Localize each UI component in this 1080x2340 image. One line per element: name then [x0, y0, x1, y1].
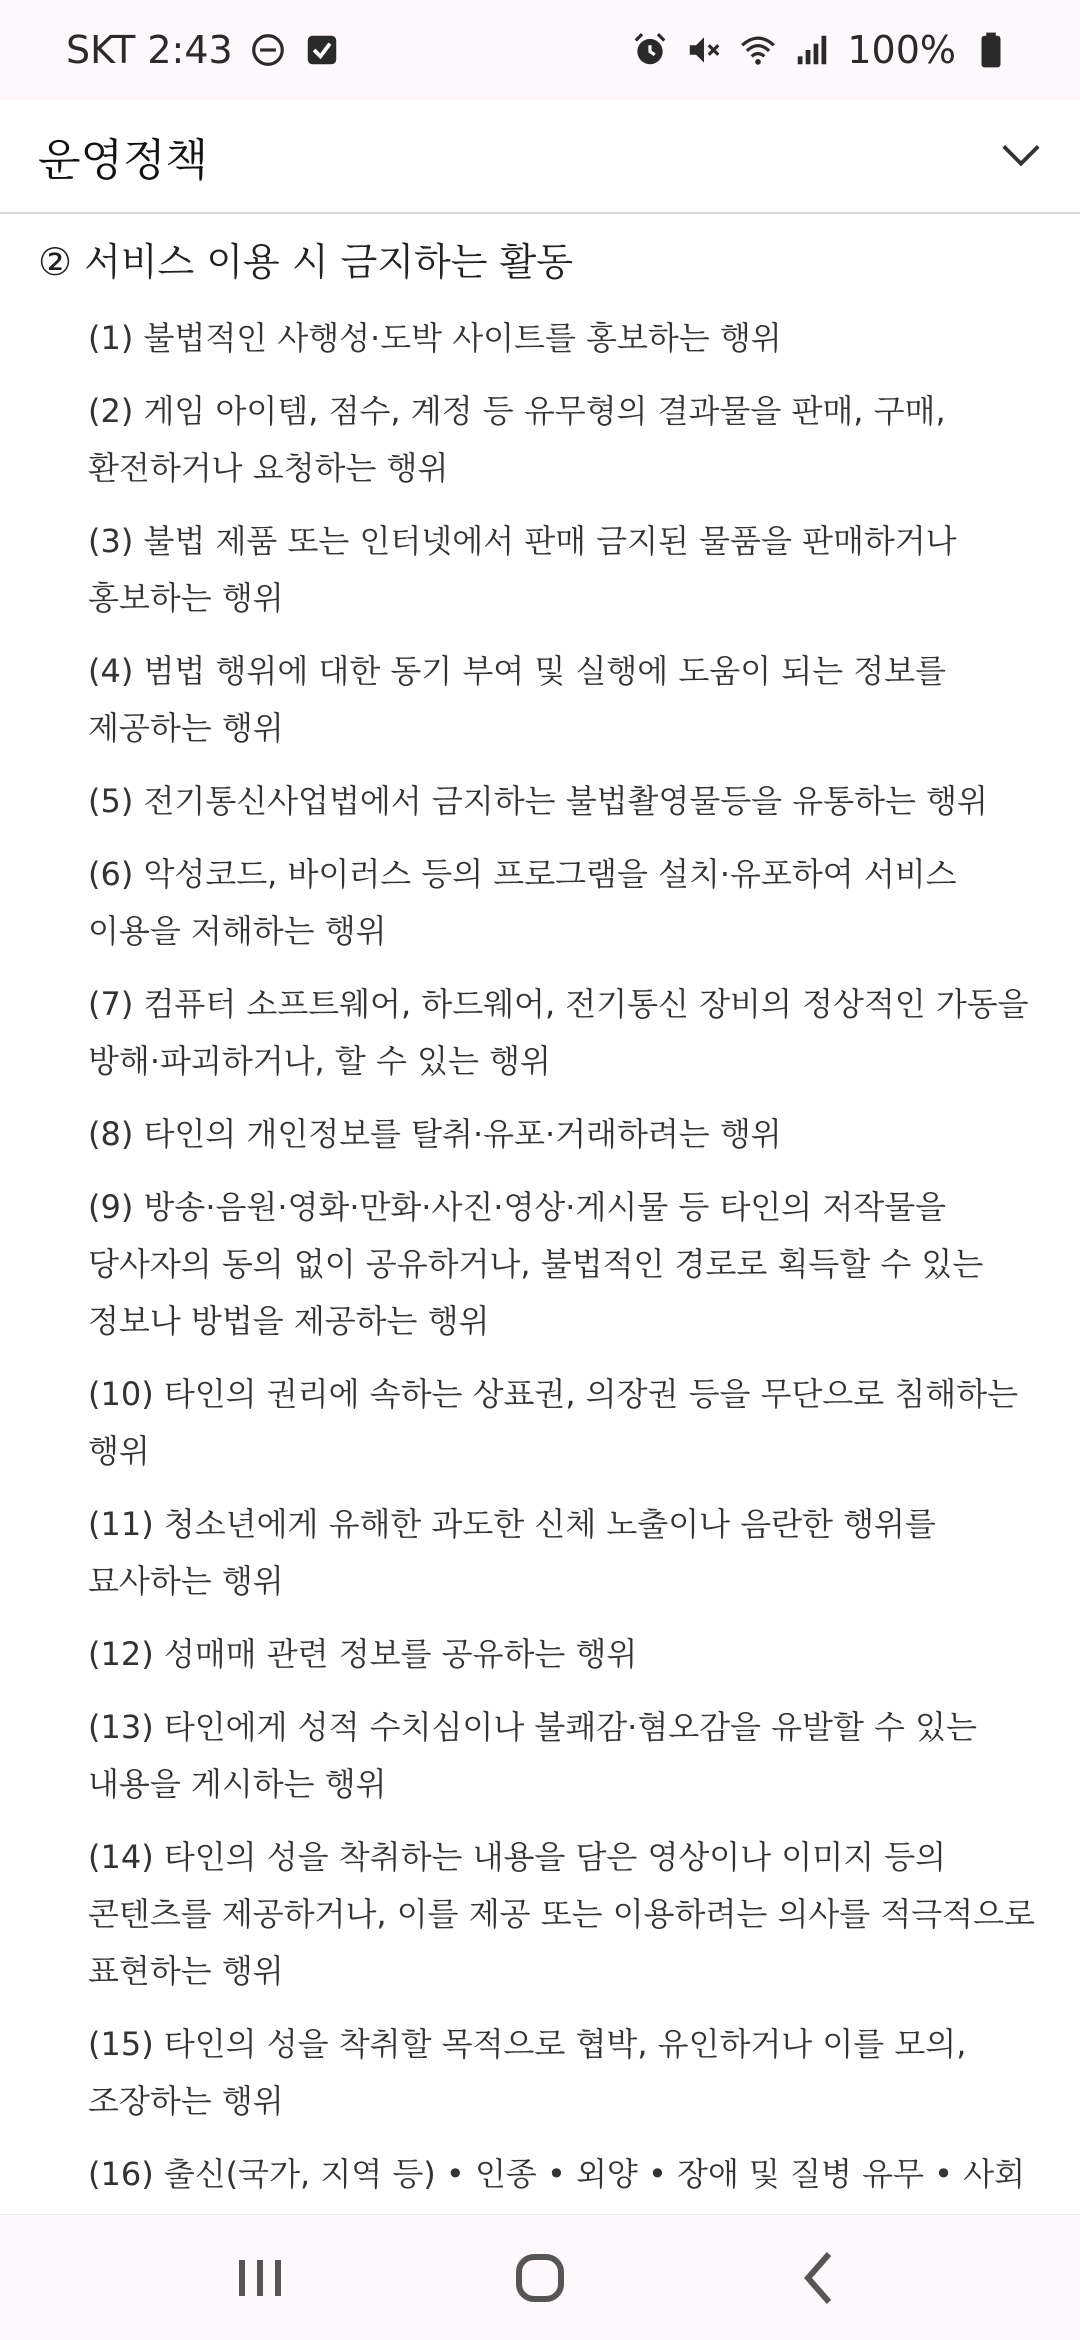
signal-icon	[793, 31, 831, 69]
list-item: (12) 성매매 관련 정보를 공유하는 행위	[88, 1635, 638, 1673]
section-title: ② 서비스 이용 시 금지하는 활동	[38, 240, 573, 284]
mute-icon	[685, 31, 723, 69]
list-item: (7) 컴퓨터 소프트웨어, 하드웨어, 전기통신 장비의 정상적인 가동을 방해·파괴하거나, 할 수 있는 행위	[88, 985, 1029, 1080]
list-item: (11) 청소년에게 유해한 과도한 신체 노출이나 음란한 행위를 묘사하는 행위	[88, 1505, 936, 1600]
list-item: (14) 타인의 성을 착취하는 내용을 담은 영상이나 이미지 등의 콘텐츠를 제공하거나, 이를 제공 또는 이용하려는 의사를 적극적으로 표현하는 행위	[88, 1838, 1035, 1990]
page-header	[0, 100, 1080, 214]
list-item: (15) 타인의 성을 착취할 목적으로 협박, 유인하거나 이를 모의, 조장하는 행위	[88, 2025, 967, 2120]
do-not-disturb-icon	[249, 31, 287, 69]
status-bar-right	[631, 28, 1010, 72]
recent-apps-icon[interactable]	[224, 2242, 296, 2314]
battery-percent: 100%	[847, 28, 956, 72]
list-item: (10) 타인의 권리에 속하는 상표권, 의장권 등을 무단으로 침해하는 행위	[88, 1375, 1019, 1470]
list-item: (4) 범법 행위에 대한 동기 부여 및 실행에 도움이 되는 정보를 제공하는 행위	[88, 652, 947, 747]
list-item: (8) 타인의 개인정보를 탈취·유포·거래하려는 행위	[88, 1115, 782, 1153]
home-icon[interactable]	[504, 2242, 576, 2314]
checkbox-notification-icon	[303, 31, 341, 69]
page-title: 운영정책	[38, 135, 209, 186]
battery-icon	[972, 31, 1010, 69]
list-item: (5) 전기통신사업법에서 금지하는 불법촬영물등을 유통하는 행위	[88, 782, 988, 820]
status-bar-left	[66, 28, 341, 72]
list-item: (3) 불법 제품 또는 인터넷에서 판매 금지된 물품을 판매하거나 홍보하는 행위	[88, 522, 957, 617]
carrier-time: SKT 2:43	[66, 28, 233, 72]
list-item: (9) 방송·음원·영화·만화·사진·영상·게시물 등 타인의 저작물을 당사자의 동의 없이 공유하거나, 불법적인 경로로 획득할 수 있는 정보나 방법을 제공하는 행위	[88, 1188, 984, 1340]
policy-content[interactable]	[0, 216, 1080, 2214]
rule-list	[38, 310, 1056, 2260]
wifi-icon	[739, 31, 777, 69]
alarm-icon	[631, 31, 669, 69]
list-item: (6) 악성코드, 바이러스 등의 프로그램을 설치·유포하여 서비스 이용을 저해하는 행위	[88, 855, 957, 950]
status-bar	[0, 0, 1080, 100]
list-item: (1) 불법적인 사행성·도박 사이트를 홍보하는 행위	[88, 319, 782, 357]
back-icon[interactable]	[784, 2242, 856, 2314]
list-item: (13) 타인에게 성적 수치심이나 불쾌감·혐오감을 유발할 수 있는 내용을 게시하는 행위	[88, 1708, 977, 1803]
list-item: (16) 출신(국가, 지역 등) • 인종 • 외양 • 장애 및 질병 유무 • 사회	[88, 2155, 1025, 2193]
list-item: (2) 게임 아이템, 점수, 계정 등 유무형의 결과물을 판매, 구매, 환전하거나 요청하는 행위	[88, 392, 946, 487]
chevron-down-icon[interactable]	[998, 133, 1044, 179]
system-nav-bar	[0, 2214, 1080, 2340]
